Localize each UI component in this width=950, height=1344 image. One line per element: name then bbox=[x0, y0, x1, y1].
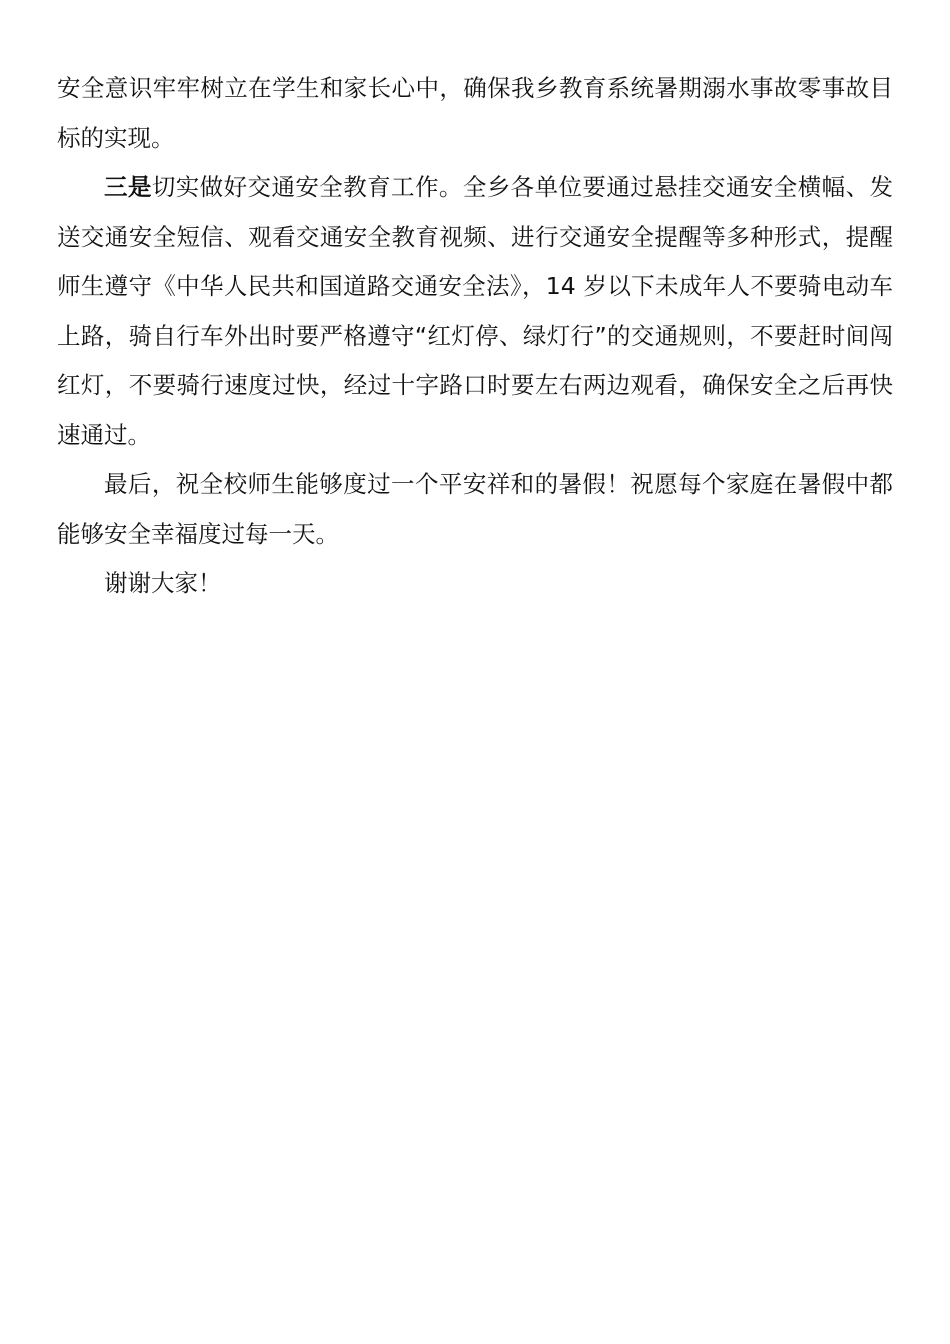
paragraph-traffic-safety bbox=[57, 163, 893, 460]
paragraph-text: 安全意识牢牢树立在学生和家长心中，确保我乡教育系统暑期溺水事故零事故目标的实现。 bbox=[57, 74, 893, 152]
paragraph-text: 最后，祝全校师生能够度过一个平安祥和的暑假！祝愿每个家庭在暑假中都能够安全幸福度过每一天。 bbox=[57, 470, 893, 548]
paragraph-text: 谢谢大家！ bbox=[104, 569, 222, 597]
paragraph-text: 切实做好交通安全教育工作。全乡各单位要通过悬挂交通安全横幅、发送交通安全短信、观看交通安全教育视频、进行交通安全提醒等多种形式，提醒师生遵守《中华人民共和国道路交通安全法》，14 岁以下未成年人不要骑电动车上路，骑自行车外出时要严格遵守“红灯停、绿灯行”的交通规则，不要赶时间闯红灯，不要骑行速度过快，经过十字路口时要左右两边观看，确保安全之后再快速通过。 bbox=[57, 173, 893, 449]
document-body bbox=[57, 64, 893, 609]
paragraph-lead-bold: 三是 bbox=[104, 173, 152, 201]
paragraph-closing-wishes bbox=[57, 460, 893, 559]
paragraph-continuation bbox=[57, 64, 893, 163]
paragraph-thanks bbox=[57, 559, 893, 609]
